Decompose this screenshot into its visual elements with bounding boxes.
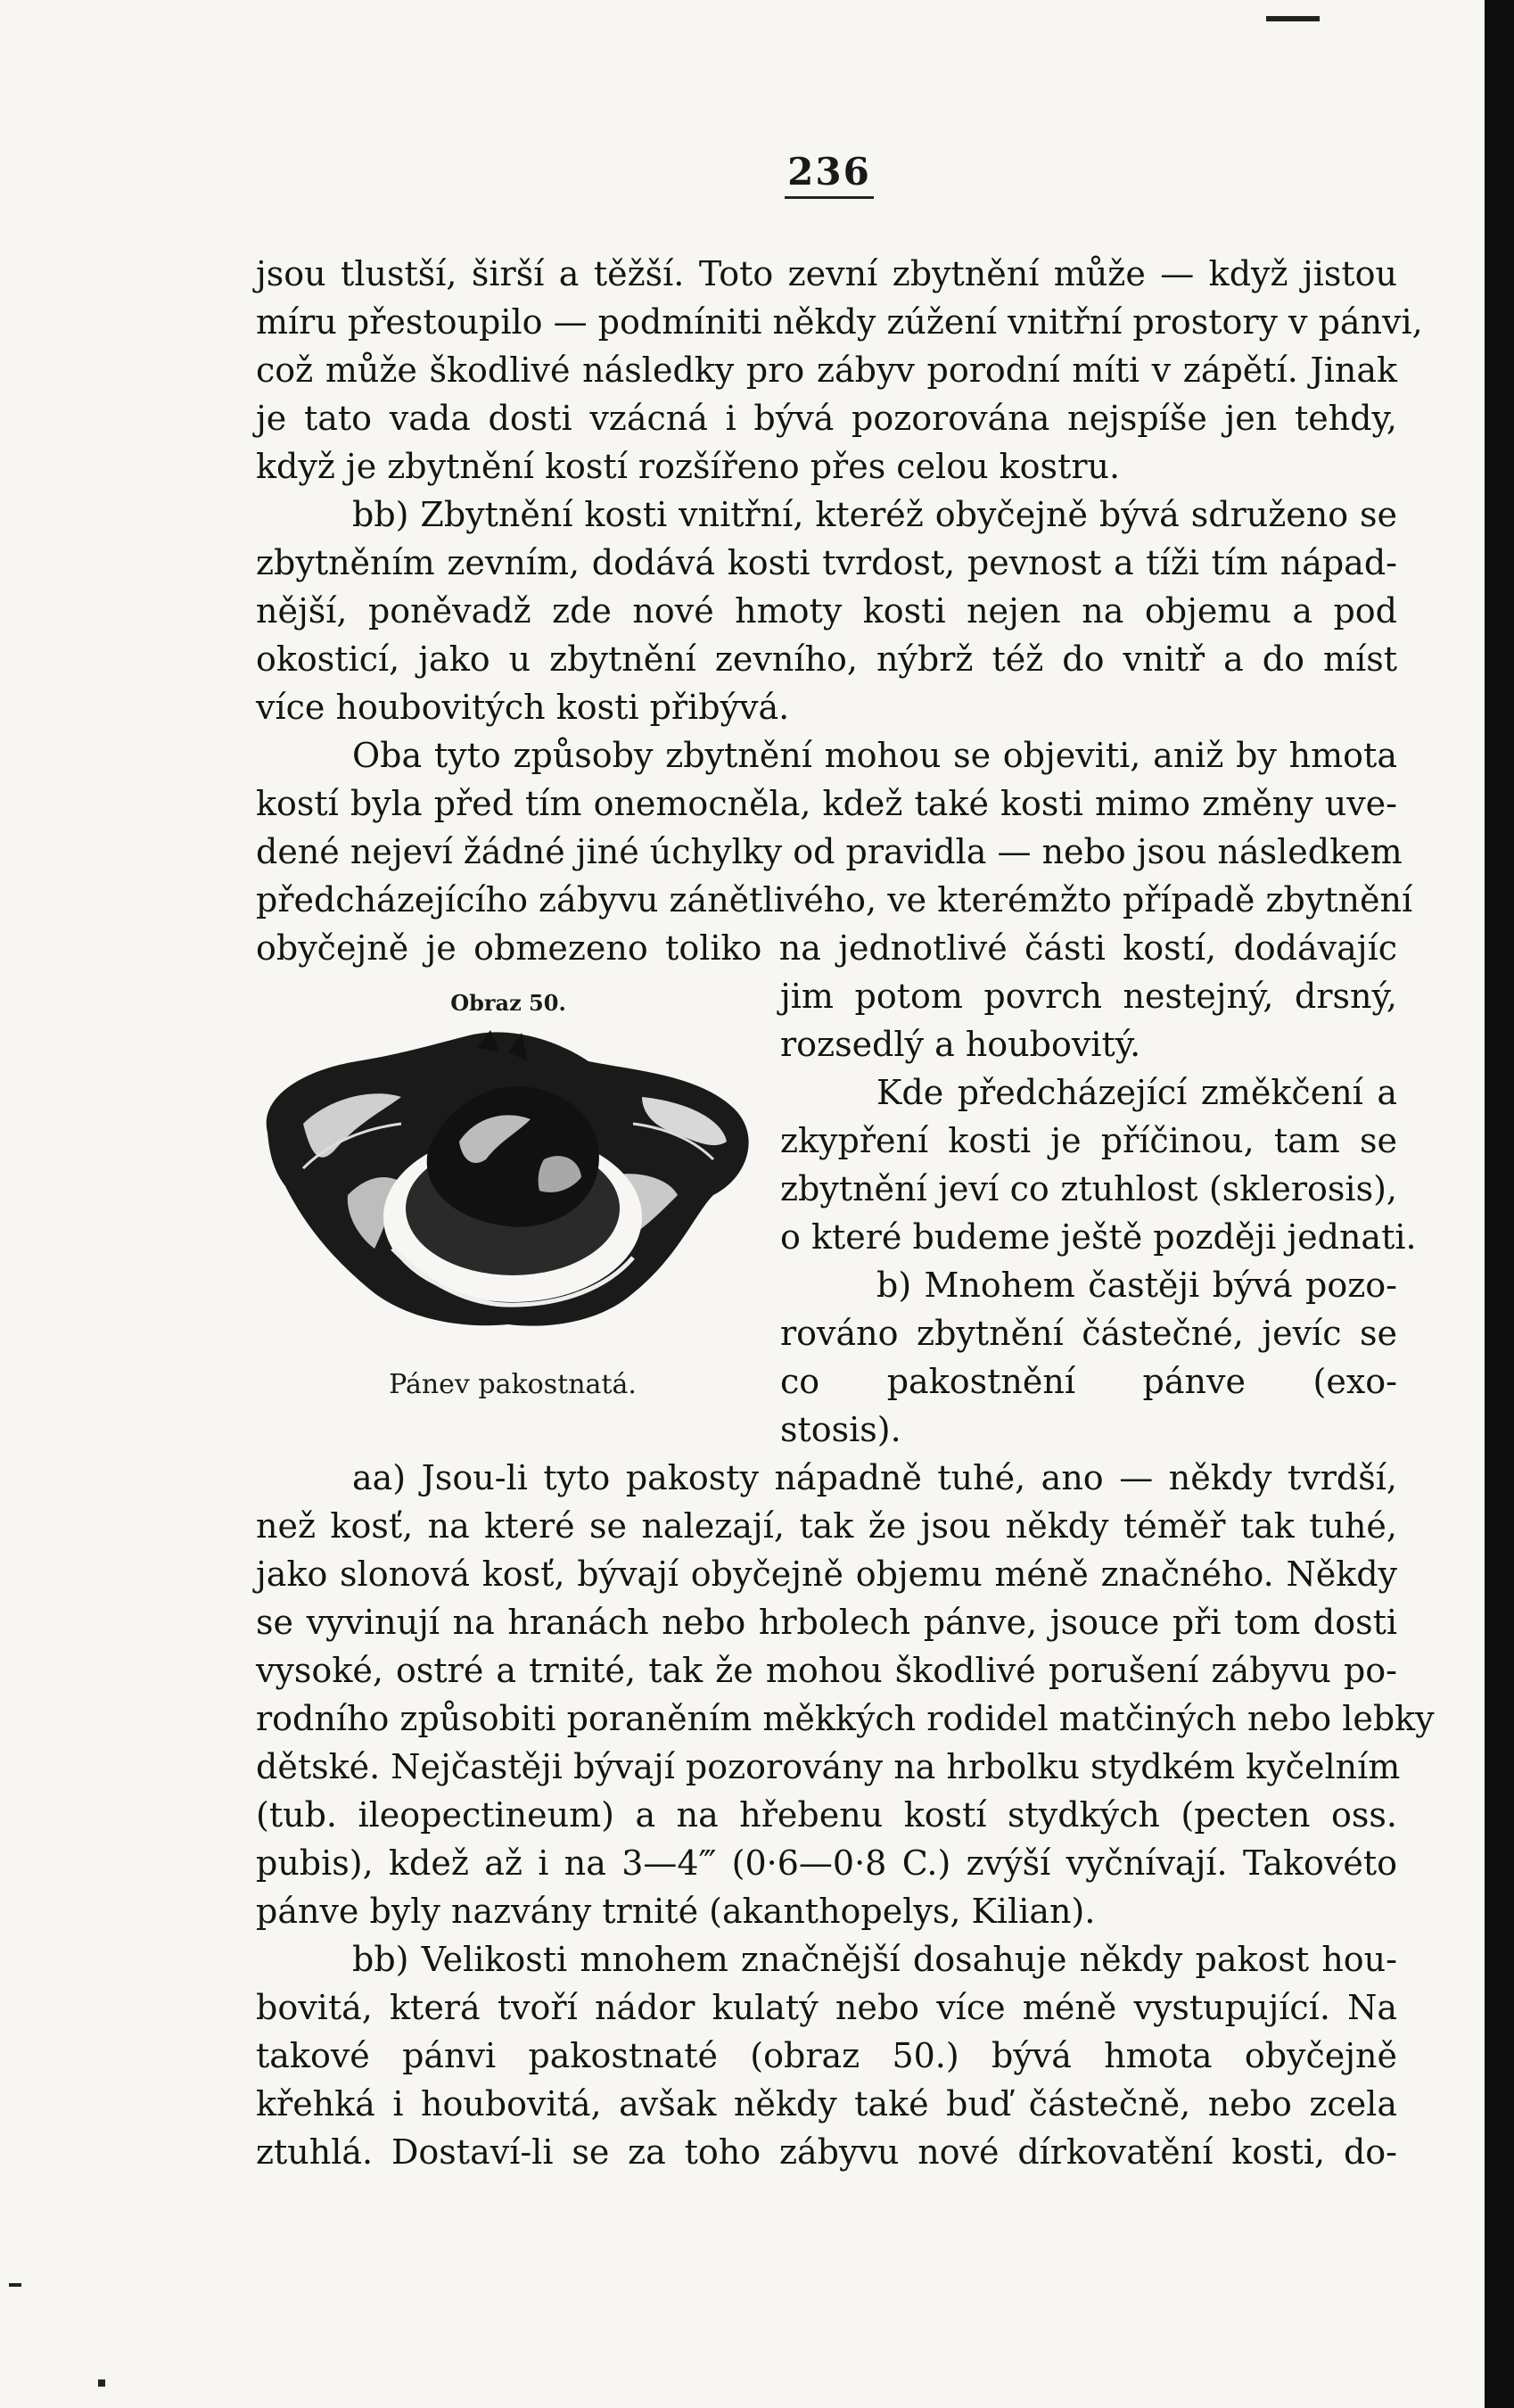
paragraph-start-line: aa) Jsou-li tyto pakosty nápadně tuhé, ano — někdy tvrdší, xyxy=(352,1458,1397,1497)
column-text-line: co pakostnění pánve (exo- xyxy=(780,1362,1397,1401)
scan-speck xyxy=(98,2379,105,2387)
text-line: obyčejně je obmezeno toliko na jednotlivé části kostí, dodávajíc xyxy=(256,928,1397,968)
text-line: rodního způsobiti poraněním měkkých rodidel matčiných nebo lebky xyxy=(256,1699,1435,1738)
column-text-line: stosis). xyxy=(780,1410,901,1449)
text-line: více houbovitých kosti přibývá. xyxy=(256,688,790,727)
column-text-line: jim potom povrch nestejný, drsný, xyxy=(780,977,1397,1016)
text-line: pubis), kdež až i na 3—4‴ (0·6—0·8 C.) zvýší vyčnívají. Takovéto xyxy=(256,1843,1397,1883)
text-line: (tub. ileopectineum) a na hřebenu kostí stydkých (pecten oss. xyxy=(256,1795,1397,1835)
text-line: nější, poněvadž zde nové hmoty kosti nejen na objemu a pod xyxy=(256,591,1397,631)
column-text-line: rozsedlý a houbovitý. xyxy=(780,1025,1141,1064)
text-line: dené nejeví žádné jiné úchylky od pravidla — nebo jsou následkem xyxy=(256,832,1403,871)
pelvis-illustration xyxy=(250,1026,767,1356)
text-line: dětské. Nejčastěji bývají pozorovány na hrbolku stydkém kyčelním xyxy=(256,1747,1401,1786)
text-line: míru přestoupilo — podmíniti někdy zúžení vnitřní prostory v pánvi, xyxy=(256,302,1423,342)
scan-edge xyxy=(1485,0,1514,2408)
column-paragraph-start-line: Kde předcházející změkčení a xyxy=(876,1073,1397,1112)
text-line: ztuhlá. Dostaví-li se za toho zábyvu nové dírkovatění kosti, do- xyxy=(256,2132,1397,2172)
text-line: křehká i houbovitá, avšak někdy také buď částečně, nebo zcela xyxy=(256,2084,1397,2123)
text-line: takové pánvi pakostnaté (obraz 50.) bývá hmota obyčejně xyxy=(256,2036,1397,2075)
text-line: zbytněním zevním, dodává kosti tvrdost, pevnost a tíži tím nápad- xyxy=(256,543,1397,582)
text-line: jsou tlustší, širší a těžší. Toto zevní zbytnění může — když jistou xyxy=(256,254,1397,293)
page-number: 236 xyxy=(787,150,871,194)
text-line: než kosť, na které se nalezají, tak že jsou někdy téměř tak tuhé, xyxy=(256,1506,1397,1546)
scan-speck xyxy=(1266,16,1320,21)
paragraph-start-line: bb) Velikosti mnohem značnější dosahuje někdy pakost hou- xyxy=(352,1940,1397,1979)
figure-title-caption: Pánev pakostnatá. xyxy=(389,1369,637,1400)
text-line: pánve byly nazvány trnité (akanthopelys, Kilian). xyxy=(256,1892,1096,1931)
text-line: což může škodlivé následky pro zábyv porodní míti v zápětí. Jinak xyxy=(256,350,1397,390)
column-text-line: o které budeme ještě později jednati. xyxy=(780,1217,1417,1257)
figure-number-caption: Obraz 50. xyxy=(450,990,566,1016)
text-line: když je zbytnění kostí rozšířeno přes celou kostru. xyxy=(256,447,1121,486)
page-number-underline xyxy=(785,196,874,199)
text-line: předcházejícího zábyvu zánětlivého, ve kterémžto případě zbytnění xyxy=(256,880,1413,919)
column-text-line: rováno zbytnění částečné, jevíc se xyxy=(780,1314,1397,1353)
text-line: se vyvinují na hranách nebo hrbolech pánve, jsouce při tom dosti xyxy=(256,1603,1397,1642)
scan-speck xyxy=(9,2283,21,2287)
column-text-line: zkypření kosti je příčinou, tam se xyxy=(780,1121,1397,1160)
text-line: kostí byla před tím onemocněla, kdež také kosti mimo změny uve- xyxy=(256,784,1397,823)
text-line: jako slonová kosť, bývají obyčejně objemu méně značného. Někdy xyxy=(256,1554,1397,1594)
paragraph-start-line: Oba tyto způsoby zbytnění mohou se objeviti, aniž by hmota xyxy=(352,736,1397,775)
text-line: je tato vada dosti vzácná i bývá pozorována nejspíše jen tehdy, xyxy=(256,399,1397,438)
column-paragraph-start-line: b) Mnohem častěji bývá pozo- xyxy=(876,1266,1397,1305)
column-text-line: zbytnění jeví co ztuhlost (sklerosis), xyxy=(780,1169,1397,1208)
text-line: vysoké, ostré a trnité, tak že mohou škodlivé porušení zábyvu po- xyxy=(256,1651,1397,1690)
text-line: okosticí, jako u zbytnění zevního, nýbrž též do vnitř a do míst xyxy=(256,639,1397,679)
text-line: bovitá, která tvoří nádor kulatý nebo více méně vystupující. Na xyxy=(256,1988,1397,2027)
paragraph-start-line: bb) Zbytnění kosti vnitřní, kteréž obyčejně bývá sdruženo se xyxy=(352,495,1397,534)
